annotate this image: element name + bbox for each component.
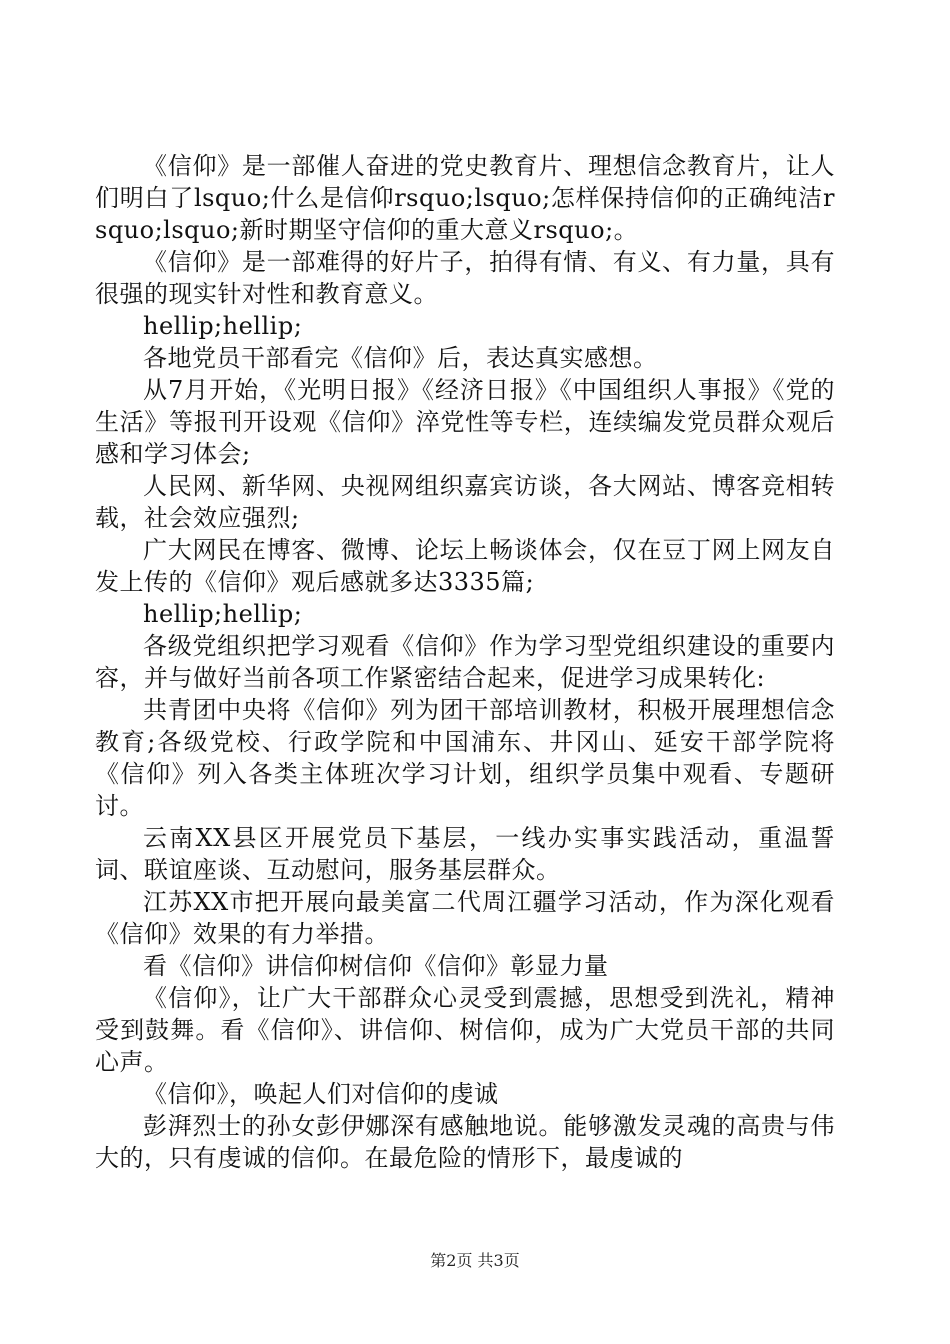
paragraph: 《信仰》是一部难得的好片子，拍得有情、有义、有力量，具有很强的现实针对性和教育意义。	[95, 248, 835, 308]
paragraph: 人民网、新华网、央视网组织嘉宾访谈，各大网站、博客竞相转载，社会效应强烈;	[95, 472, 835, 532]
paragraph: 《信仰》，让广大干部群众心灵受到震撼，思想受到洗礼，精神受到鼓舞。看《信仰》、讲信仰、树信仰，成为广大党员干部的共同心声。	[95, 984, 835, 1076]
paragraph: 共青团中央将《信仰》列为团干部培训教材，积极开展理想信念教育;各级党校、行政学院和中国浦东、井冈山、延安干部学院将《信仰》列入各类主体班次学习计划，组织学员集中观看、专题研讨。	[95, 696, 835, 820]
paragraph: 从7月开始，《光明日报》《经济日报》《中国组织人事报》《党的生活》等报刊开设观《信仰》淬党性等专栏，连续编发党员群众观后感和学习体会;	[95, 376, 835, 468]
section-heading: 看《信仰》讲信仰树信仰《信仰》彰显力量	[143, 952, 609, 980]
document-body	[95, 150, 835, 1174]
paragraph: 《信仰》是一部催人奋进的党史教育片、理想信念教育片，让人们明白了lsquo;什么是信仰rsquo;lsquo;怎样保持信仰的正确纯洁rsquo;lsquo;新时期坚守信仰的重大意义rsquo;。	[95, 152, 835, 244]
paragraph: hellip;hellip;	[143, 600, 303, 628]
paragraph: 江苏XX市把开展向最美富二代周江疆学习活动，作为深化观看《信仰》效果的有力举措。	[95, 888, 835, 948]
paragraph: 广大网民在博客、微博、论坛上畅谈体会，仅在豆丁网上网友自发上传的《信仰》观后感就多达3335篇;	[95, 536, 835, 596]
section-heading: 《信仰》，唤起人们对信仰的虔诚	[143, 1080, 499, 1108]
paragraph: 各级党组织把学习观看《信仰》作为学习型党组织建设的重要内容，并与做好当前各项工作紧密结合起来，促进学习成果转化:	[95, 632, 835, 692]
paragraph: hellip;hellip;	[143, 312, 303, 340]
paragraph: 彭湃烈士的孙女彭伊娜深有感触地说。能够激发灵魂的高贵与伟大的，只有虔诚的信仰。在最危险的情形下，最虔诚的	[95, 1112, 835, 1172]
paragraph: 云南XX县区开展党员下基层，一线办实事实践活动，重温誓词、联谊座谈、互动慰问，服务基层群众。	[95, 824, 835, 884]
paragraph: 各地党员干部看完《信仰》后，表达真实感想。	[143, 344, 658, 372]
page-number-footer: 第2页 共3页	[430, 1251, 520, 1270]
